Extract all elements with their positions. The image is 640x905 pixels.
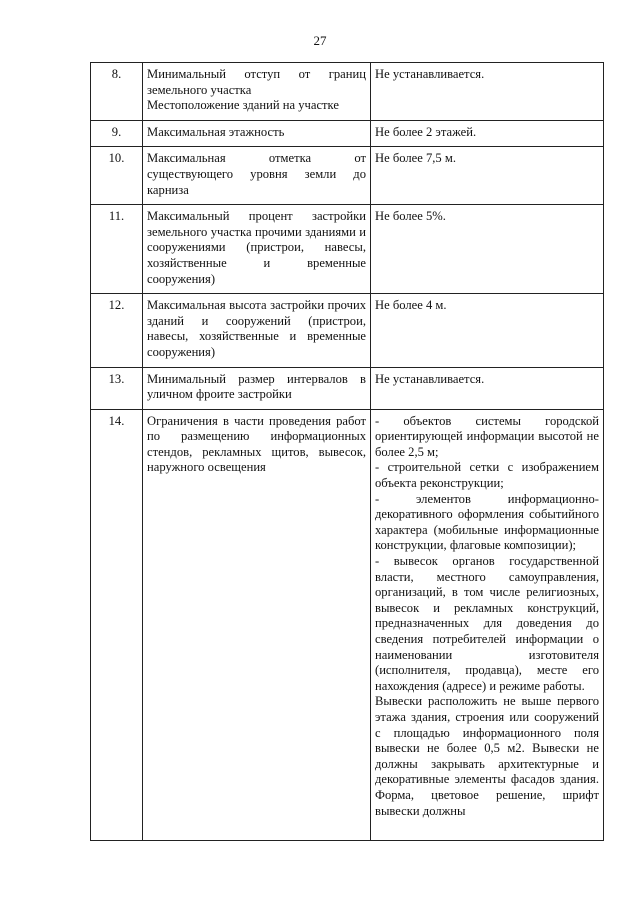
value-text: - объектов системы городской ориентирующей информации высотой не более 2,5 м;: [375, 413, 599, 459]
value-text: Вывески расположить не выше первого этажа здания, строения или сооружений с площадью информационного поля вывески не более 0,5 м2. Вывески не должны закрывать архитектурные и декоративные элементы фасадов здания. Форма, цветовое решение, шрифт вывески должны: [375, 694, 599, 818]
parameter-cell: [143, 147, 371, 205]
parameter-text: Максимальная этажность: [147, 124, 285, 139]
parameter-cell: [143, 294, 371, 367]
row-number: 13.: [91, 367, 143, 409]
row-number: 9.: [91, 120, 143, 147]
table-row: [91, 409, 604, 840]
parameter-cell: [143, 409, 371, 840]
table-row: [91, 367, 604, 409]
value-text: Не более 2 этажей.: [375, 124, 477, 139]
value-text: - элементов информационно-декоративного оформления событийного характера (мобильные информационные конструкции, флаговые композиции);: [375, 491, 599, 553]
parameter-text: Минимальный размер интервалов в уличном фроите застройки: [147, 371, 366, 402]
parameter-cell: [143, 63, 371, 121]
table-row: [91, 294, 604, 367]
value-text: - строительной сетки с изображением объекта реконструкции;: [375, 460, 599, 491]
value-cell: [371, 367, 604, 409]
value-cell: [371, 63, 604, 121]
parameter-text: Минимальный отступ от границ земельного участка: [147, 67, 366, 97]
value-cell: [371, 147, 604, 205]
value-text: Не более 7,5 м.: [375, 151, 456, 166]
row-number: 11.: [91, 205, 143, 294]
parameter-text: Ограничения в части проведения работ по размещению информационных стендов, рекламных щитов, вывесок, наружного освещения: [147, 413, 366, 475]
table-row: [91, 147, 604, 205]
regulations-table: [90, 62, 604, 841]
value-text: Не более 5%.: [375, 209, 446, 224]
value-cell: [371, 409, 604, 840]
value-text: Не устанавливается.: [375, 67, 485, 81]
value-text: Не устанавливается.: [375, 371, 485, 386]
table-row: [91, 205, 604, 294]
parameter-text: Максимальный процент застройки земельного участка прочими зданиями и сооружениями (пристрои, навесы, хозяйственные и временные сооружения): [147, 209, 366, 286]
value-text: Не более 4 м.: [375, 298, 447, 313]
table-row: [91, 63, 604, 121]
parameter-text: Максимальная высота застройки прочих зданий и сооружений (пристрои, навесы, хозяйственные и временные сооружения): [147, 298, 366, 359]
parameter-text: Местоположение зданий на участке: [147, 98, 339, 113]
parameter-cell: [143, 120, 371, 147]
row-number: 8.: [91, 63, 143, 121]
row-number: 10.: [91, 147, 143, 205]
table-row: [91, 120, 604, 147]
row-number: 14.: [91, 409, 143, 840]
parameter-cell: [143, 367, 371, 409]
value-cell: [371, 205, 604, 294]
value-cell: [371, 120, 604, 147]
parameter-text: Максимальная отметка от существующего уровня земли до карниза: [147, 151, 366, 197]
page-number: 27: [313, 33, 327, 48]
row-number: 12.: [91, 294, 143, 367]
parameter-cell: [143, 205, 371, 294]
value-text: - вывесок органов государственной власти, местного самоуправления, организаций, в том числе религиозных, вывесок и рекламных конструкций, предназначенных для доведения до сведения потребителей информации о наименовании изготовителя (исполнителя, продавца), месте его нахождения (адресе) и режиме работы.: [375, 554, 599, 693]
value-cell: [371, 294, 604, 367]
